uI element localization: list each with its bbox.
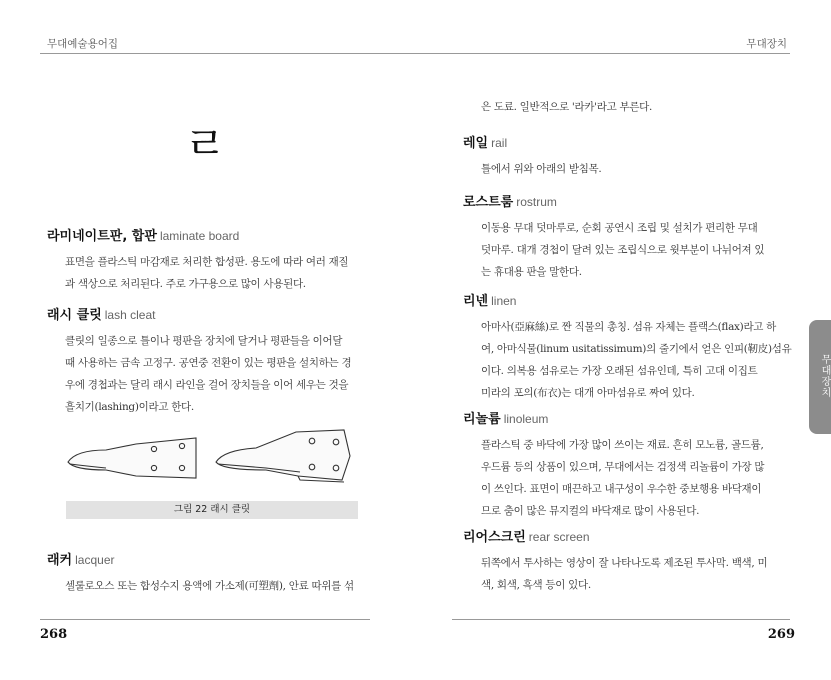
entry-definition bbox=[463, 552, 793, 596]
entry-lash-cleat bbox=[47, 306, 377, 418]
definition-line: 아마사(亞麻絲)로 짠 직물의 총칭. 섬유 자체는 플랙스(flax)라고 하 bbox=[481, 321, 777, 333]
entry-definition bbox=[47, 251, 377, 295]
definition-line: 은 도료. 일반적으로 '라카'라고 부른다. bbox=[481, 101, 653, 113]
term-english: rear screen bbox=[528, 530, 590, 544]
definition-line: 뒤쪽에서 투사하는 영상이 잘 나타나도록 제조된 투사막. 백색, 미 bbox=[481, 557, 768, 569]
definition-line: 틀에서 위와 아래의 받침목. bbox=[481, 163, 602, 175]
entry-term bbox=[463, 528, 793, 547]
term-korean: 래커 bbox=[47, 553, 73, 568]
definition-line: 이동용 무대 덧마루로, 순회 공연시 조립 및 설치가 편리한 무대 bbox=[481, 222, 758, 234]
term-korean: 리넨 bbox=[463, 294, 489, 309]
definition-line: 이다. 의복용 섬유로는 가장 오래된 섬유인데, 특히 고대 이집트 bbox=[481, 365, 758, 377]
header-divider bbox=[40, 53, 790, 54]
entry-lacquer bbox=[47, 551, 377, 597]
definition-line: 여, 아마식물(linum usitatissimum)의 줄기에서 얻은 인피(靭皮)섬유 bbox=[481, 343, 792, 355]
entry-rear-screen bbox=[463, 528, 793, 596]
entry-laminate-board bbox=[47, 227, 377, 295]
entry-term bbox=[463, 193, 793, 212]
term-korean: 리어스크린 bbox=[463, 530, 526, 545]
entry-term bbox=[463, 292, 793, 311]
definition-line: 이 쓰인다. 표면이 매끈하고 내구성이 우수한 중보행용 바닥재이 bbox=[481, 483, 762, 495]
page-number-left: 268 bbox=[40, 627, 68, 642]
definition-line: 때 사용하는 금속 고정구. 공연중 전환이 있는 평판을 설치하는 경 bbox=[65, 357, 352, 369]
running-header-left: 무대예술용어집 bbox=[47, 38, 119, 50]
page-number-right: 269 bbox=[767, 627, 795, 642]
term-korean: 리놀륨 bbox=[463, 412, 501, 427]
definition-line: 클릿의 일종으로 틀이나 평판을 장치에 달거나 평판들을 이어달 bbox=[65, 335, 343, 347]
section-side-tab bbox=[809, 320, 831, 434]
chapter-letter: ㄹ bbox=[184, 119, 227, 170]
entry-term bbox=[463, 410, 793, 429]
entry-rostrum bbox=[463, 193, 793, 283]
entry-definition bbox=[47, 330, 377, 418]
definition-line: 우드륨 등의 상품이 있으며, 무대에서는 검정색 리놀륨이 가장 많 bbox=[481, 461, 765, 473]
footer-divider-left bbox=[40, 619, 370, 620]
term-english: laminate board bbox=[159, 229, 240, 243]
entry-term bbox=[47, 306, 377, 325]
entry-linoleum bbox=[463, 410, 793, 522]
figure-caption: 그림 22 래시 클릿 bbox=[66, 501, 358, 519]
entry-definition bbox=[463, 217, 793, 283]
entry-definition bbox=[463, 158, 793, 180]
definition-line: 우에 경첩과는 달리 래시 라인을 걸어 장치들을 이어 세우는 것을 bbox=[65, 379, 349, 391]
entry-term bbox=[463, 134, 793, 153]
entry-definition bbox=[463, 316, 793, 404]
entry-term bbox=[47, 551, 377, 570]
definition-line: 플라스틱 중 바닥에 가장 많이 쓰이는 재료. 흔히 모노륨, 골드륨, bbox=[481, 439, 764, 451]
entry-definition bbox=[463, 434, 793, 522]
term-korean: 라미네이트판, 합판 bbox=[47, 229, 157, 244]
definition-line: 미라의 포의(布衣)는 대개 아마섬유로 짜여 있다. bbox=[481, 387, 695, 399]
footer-divider-right bbox=[452, 619, 790, 620]
term-korean: 로스트룸 bbox=[463, 195, 514, 210]
side-tab-label: 무대장치 bbox=[819, 354, 830, 398]
term-english: linen bbox=[491, 294, 517, 308]
entry-rail bbox=[463, 134, 793, 180]
definition-line: 과 색상으로 처리된다. 주로 가구용으로 많이 사용된다. bbox=[65, 278, 306, 290]
entry-definition bbox=[47, 575, 377, 597]
definition-line: 므로 춤이 많은 뮤지컬의 바닥재로 많이 사용된다. bbox=[481, 505, 700, 517]
term-english: rostrum bbox=[516, 195, 557, 209]
lash-cleat-drawing bbox=[66, 410, 358, 490]
lash-cleat-illustration bbox=[66, 410, 358, 494]
definition-line: 색, 회색, 흑색 등이 있다. bbox=[481, 579, 591, 591]
entry-term bbox=[47, 227, 377, 246]
running-header-right: 무대장치 bbox=[746, 38, 787, 50]
term-english: lacquer bbox=[75, 553, 115, 567]
definition-line: 흘치기(lashing)이라고 한다. bbox=[65, 401, 194, 413]
entry-continuation bbox=[463, 91, 793, 118]
term-english: rail bbox=[491, 136, 508, 150]
term-korean: 레일 bbox=[463, 136, 489, 151]
term-english: linoleum bbox=[503, 412, 549, 426]
definition-line: 셀룰로오스 또는 합성수지 용액에 가소제(可塑劑), 안료 따위를 섞 bbox=[65, 580, 354, 592]
definition-line: 덧마루. 대개 경첩이 달려 있는 조립식으로 윗부분이 나뉘어져 있 bbox=[481, 244, 765, 256]
term-english: lash cleat bbox=[104, 308, 156, 322]
definition-line: 표면을 플라스틱 마감재로 처리한 합성판. 용도에 따라 여러 재질 bbox=[65, 256, 349, 268]
term-korean: 래시 클릿 bbox=[47, 308, 102, 323]
entry-linen bbox=[463, 292, 793, 404]
definition-line: 는 휴대용 판을 말한다. bbox=[481, 266, 582, 278]
